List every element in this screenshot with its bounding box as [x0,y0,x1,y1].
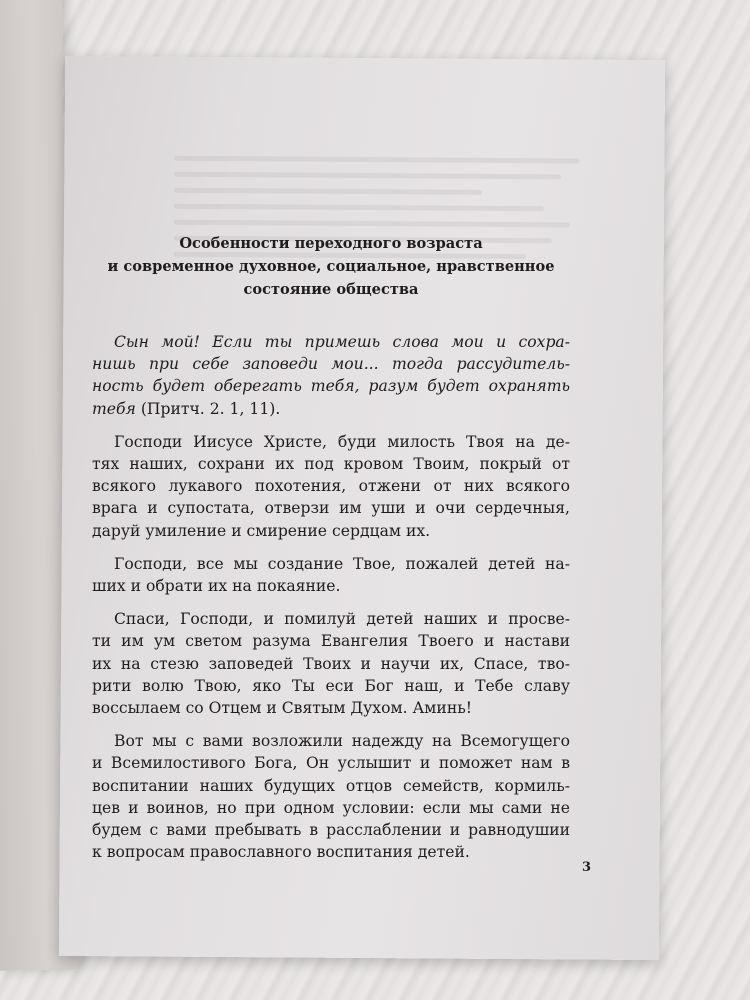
paragraph-3-line-4: рити волю Твою, яко Ты еси Бог наш, и Тебе славу [92,676,570,695]
paragraph-4 [92,730,570,863]
heading-line-1: Особенности переходного возраста [179,235,483,252]
paragraph-2 [92,553,570,597]
paragraph-4-line-3: воспитании наших будущих отцов семейств, кормиль- [92,776,570,795]
epigraph-line-3: ность будет оберегать тебя, разум будет охранять [92,377,570,396]
epigraph-line-4 [92,398,570,420]
paragraph-4-line-4: цев и воинов, но при одном условии: если мы сами не [92,798,570,817]
paragraph-3 [92,608,570,719]
paragraph-4-line-6: к вопросам православного воспитания детей. [92,843,470,862]
paragraph-1-line-3: всякого лукавого похотения, отжени от них всякого [92,477,570,496]
heading-line-2: и современное духовное, социальное, нравственное [107,258,555,275]
epigraph [92,331,570,420]
section-heading [92,232,570,301]
paragraph-3-line-1: Спаси, Господи, и помилуй детей наших и просве- [114,610,570,629]
epigraph-source: (Притч. 2. 1, 11). [135,399,281,418]
paragraph-1-line-5: даруй умиление и смирение сердцам их. [92,521,431,540]
paragraph-1 [92,431,570,542]
paragraph-2-line-1: Господи, все мы создание Твое, пожалей детей на- [114,554,570,573]
page-content [92,232,570,874]
epigraph-line-2: нишь при себе заповеди мои... тогда рассудитель- [92,355,570,374]
paragraph-3-line-3: их на стезю заповедей Твоих и научи их, Спасе, тво- [92,654,570,673]
page-number: 3 [582,860,592,875]
heading-line-3: состояние общества [243,281,419,298]
paragraph-2-line-2: ших и обрати их на покаяние. [92,577,341,596]
epigraph-line-4-italic: тебя [92,399,136,418]
paragraph-4-line-1: Вот мы с вами возложили надежду на Всемогущего [114,732,570,751]
paragraph-1-line-2: тях наших, сохрани их под кровом Твоим, покрый от [92,455,570,474]
paragraph-4-line-2: и Всемилостивого Бога, Он услышит и поможет нам в [92,754,570,773]
paragraph-1-line-1: Господи Иисусе Христе, буди милость Твоя на де- [114,432,570,451]
paragraph-4-line-5: будем с вами пребывать в расслаблении и равнодушии [92,821,570,840]
paragraph-3-line-2: ти им ум светом разума Евангелия Твоего и настави [92,632,570,651]
paragraph-3-line-5: воссылаем со Отцем и Святым Духом. Аминь! [92,699,472,718]
epigraph-line-1: Сын мой! Если ты примешь слова мои и сохра- [114,333,570,351]
paragraph-1-line-4: врага и супостата, отверзи им уши и очи сердечныя, [92,499,570,518]
